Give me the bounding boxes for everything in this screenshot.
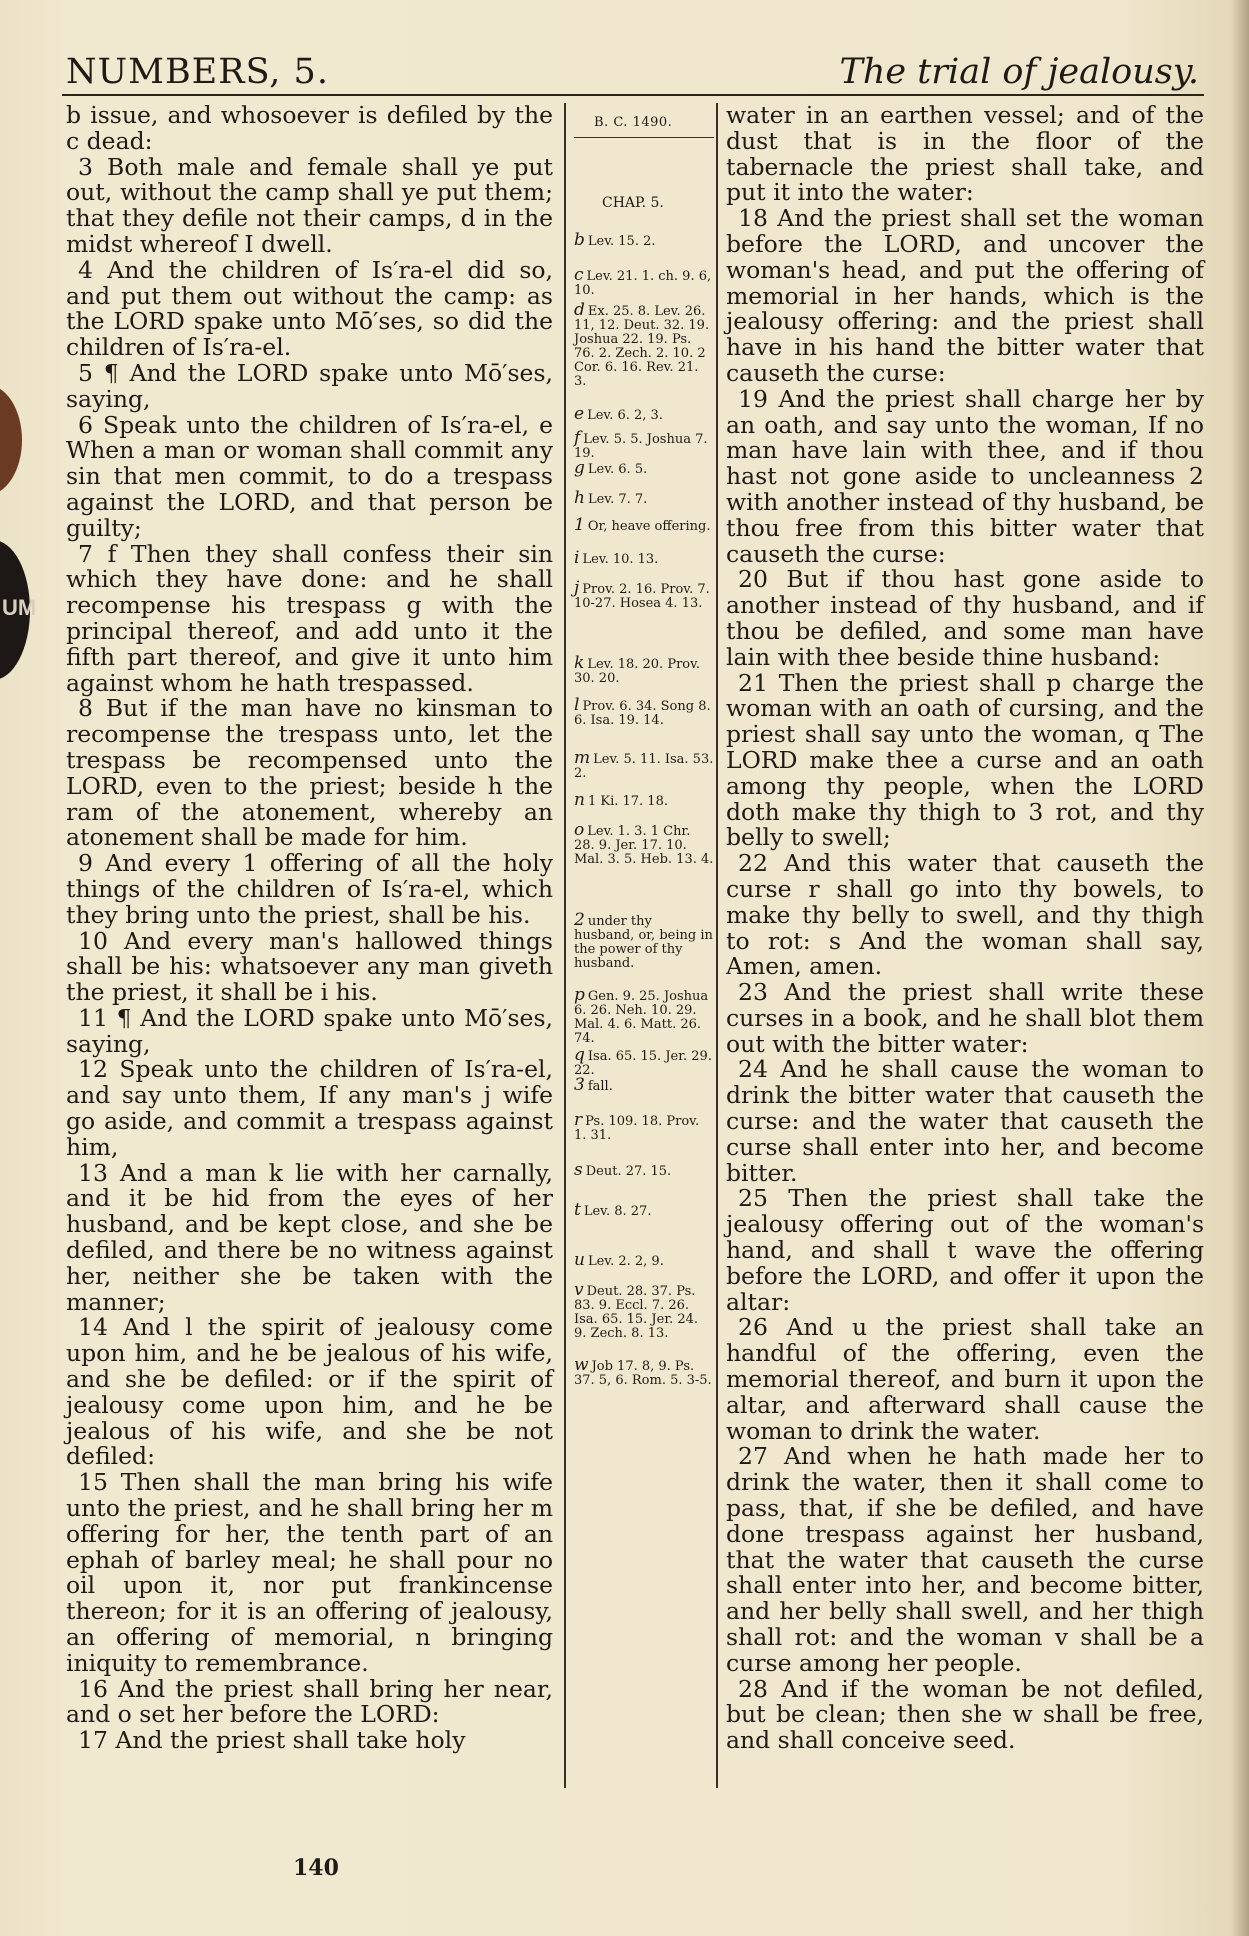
reference-note — [574, 653, 714, 686]
header-rule — [62, 94, 1204, 96]
reference-mark: q — [574, 1045, 585, 1065]
reference-note — [574, 1045, 714, 1078]
verse: 12 Speak unto the children of Is′ra-el, and say unto them, If any man's j wife go aside, and commit a trespass against him, — [66, 1055, 553, 1161]
verse: 25 Then the priest shall take the jealousy offering out of the woman's hand, and shall t wave the offering before the LORD, and offer it upon the altar: — [726, 1184, 1204, 1316]
reference-note — [574, 428, 714, 461]
verse: 27 And when he hath made her to drink the water, then it shall come to pass, that, if she be defiled, and have done trespass against her husband, that the water that causeth the curse shall enter into her, and become bitter, and her belly shall swell, and her thigh shall rot: and the woman v shall be a curse among her people. — [726, 1442, 1204, 1677]
reference-note — [574, 404, 714, 424]
reference-mark: 3 — [574, 1075, 585, 1095]
reference-text: 1 Ki. 17. 18. — [587, 794, 668, 809]
reference-note — [574, 1280, 714, 1341]
verse: 21 Then the priest shall p charge the woman with an oath of cursing, and the priest shall say unto the woman, q The LORD make thee a curse and an oath among thy people, when the LORD doth make thy thigh to 3 rot, and thy belly to swell; — [726, 668, 1204, 852]
reference-text: Deut. 27. 15. — [585, 1164, 672, 1179]
reference-mark: u — [574, 1250, 585, 1270]
reference-mark: m — [574, 748, 591, 768]
verse: 11 ¶ And the LORD spake unto Mō′ses, saying, — [66, 1003, 553, 1058]
verse: water in an earthen vessel; and of the dust that is in the floor of the tabernacle the priest shall take, and put it into the water: — [726, 101, 1204, 207]
verse: 16 And the priest shall bring her near, and o set her before the LORD: — [66, 1674, 553, 1729]
left-text-column — [66, 103, 553, 1754]
reference-text: Prov. 2. 16. Prov. 7. 10-27. Hosea 4. 13. — [574, 582, 710, 611]
verse: 18 And the priest shall set the woman before the LORD, and uncover the woman's head, and put the offering of memorial in her hands, which is the jealousy offering: and the priest shall have in his hand the bitter water that causeth the curse: — [726, 204, 1204, 387]
reference-text: under thy husband, or, being in the power of thy husband. — [574, 914, 713, 971]
reference-text: Lev. 6. 5. — [587, 462, 648, 477]
verse: 14 And l the spirit of jealousy come upon him, and he be jealous of his wife, and she be defiled: or if the spirit of jealousy come upon him, and he be jealous of his wife, and she be not defiled: — [66, 1313, 553, 1471]
reference-note — [574, 910, 714, 971]
reference-text: Lev. 15. 2. — [587, 234, 656, 249]
reference-note — [574, 985, 714, 1046]
thumb-tab-label: UM — [2, 595, 37, 620]
column-divider — [564, 103, 566, 1788]
reference-mark: t — [574, 1200, 581, 1220]
reference-note — [574, 1250, 714, 1270]
verse: 26 And u the priest shall take an handful of the offering, even the memorial thereof, and burn it upon the altar, and afterward shall cause the woman to drink the water. — [726, 1313, 1204, 1445]
reference-mark: s — [574, 1160, 583, 1180]
reference-text: Lev. 5. 5. Joshua 7. 19. — [574, 432, 708, 461]
chapter-label: CHAP. 5. — [602, 195, 664, 211]
reference-note — [574, 300, 714, 389]
reference-text: Lev. 8. 27. — [583, 1204, 652, 1219]
reference-text: Lev. 10. 13. — [582, 552, 659, 567]
reference-note — [574, 1200, 714, 1220]
thumb-index-tab — [0, 385, 22, 495]
verse: 4 And the children of Is′ra-el did so, and put them out without the camp: as the LORD spake unto Mō′ses, so did the children of Is′ra-el. — [66, 255, 553, 362]
reference-note — [574, 748, 714, 781]
right-text-column — [726, 103, 1204, 1754]
reference-text: Lev. 2. 2, 9. — [587, 1254, 664, 1269]
reference-note — [574, 548, 714, 568]
reference-text: Lev. 6. 2, 3. — [587, 408, 663, 423]
reference-text: Or, heave offering. — [587, 519, 711, 534]
verse: 19 And the priest shall charge her by an oath, and say unto the woman, If no man have lain with thee, and if thou hast not gone aside to uncleanness 2 with another instead of thy husband, be thou free from this bitter water that causeth the curse: — [726, 384, 1204, 568]
reference-text: Job 17. 8, 9. Ps. 37. 5, 6. Rom. 5. 3-5. — [574, 1359, 712, 1388]
reference-mark: 2 — [574, 910, 585, 930]
reference-note — [574, 790, 714, 810]
reference-note — [574, 578, 714, 611]
column-divider — [716, 103, 718, 1788]
reference-mark: h — [574, 488, 585, 508]
page-number: 140 — [293, 1855, 339, 1881]
verse: 13 And a man k lie with her carnally, and it be hid from the eyes of her husband, and be kept close, and she be defiled, and there be no witness against her, neither she be taken with the manner; — [66, 1158, 553, 1316]
reference-note — [574, 1355, 714, 1388]
page-edge-shadow — [1231, 0, 1249, 1936]
reference-note — [574, 1075, 714, 1095]
thumb-index-tab-numbers — [0, 540, 37, 680]
reference-mark: v — [574, 1280, 584, 1300]
verse: 17 And the priest shall take holy — [78, 1726, 466, 1755]
reference-mark: o — [574, 820, 585, 840]
verse: b issue, and whosoever is defiled by the c dead: — [66, 101, 553, 155]
reference-text: Prov. 6. 34. Song 8. 6. Isa. 19. 14. — [574, 699, 711, 728]
verse: 23 And the priest shall write these curses in a book, and he shall blot them out with the bitter water: — [726, 978, 1204, 1058]
reference-mark: l — [574, 695, 580, 715]
running-head-topic: The trial of jealousy. — [839, 52, 1199, 92]
verse: 7 f Then they shall confess their sin which they have done: and he shall recompense his trespass g with the principal thereof, and add unto it the fifth part thereof, and give it unto him against whom he hath trespassed. — [66, 539, 553, 697]
reference-mark: w — [574, 1355, 589, 1375]
reference-mark: i — [574, 548, 580, 568]
reference-text: Ex. 25. 8. Lev. 26. 11, 12. Deut. 32. 19. Joshua 22. 19. Ps. 76. 2. Zech. 2. 10. 2 Cor. 6. 16. Rev. 21. 3. — [574, 304, 710, 389]
reference-mark: k — [574, 653, 585, 673]
reference-mark: r — [574, 1110, 583, 1130]
verse: 20 But if thou hast gone aside to another instead of thy husband, and if thou be defiled, and some man have lain with thee beside thine husband: — [726, 565, 1204, 671]
reference-mark: j — [574, 578, 580, 598]
reference-text: Lev. 7. 7. — [587, 492, 648, 507]
era-date: B. C. 1490. — [594, 115, 673, 130]
verse: 5 ¶ And the LORD spake unto Mō′ses, saying, — [66, 358, 553, 413]
verse: 8 But if the man have no kinsman to recompense the trespass unto, let the trespass be recompensed unto the LORD, even to the priest; beside h the ram of the atonement, whereby an atonement shall be made for him. — [66, 694, 553, 852]
reference-note — [574, 458, 714, 478]
reference-note — [574, 265, 714, 298]
reference-text: fall. — [587, 1079, 613, 1094]
running-head-book: NUMBERS, 5. — [66, 52, 329, 92]
reference-note — [574, 515, 714, 535]
reference-note — [574, 488, 714, 508]
reference-mark: f — [574, 428, 581, 448]
verse: 24 And he shall cause the woman to drink the bitter water that causeth the curse: and the water that causeth the curse shall enter into her, and become bitter. — [726, 1055, 1204, 1187]
reference-mark: c — [574, 265, 584, 285]
reference-mark: d — [574, 300, 585, 320]
reference-note — [574, 230, 714, 250]
reference-mark: p — [574, 985, 585, 1005]
reference-text: Gen. 9. 25. Joshua 6. 26. Neh. 10. 29. Mal. 4. 6. Matt. 26. 74. — [574, 989, 709, 1046]
reference-text: Lev. 18. 20. Prov. 30. 20. — [574, 657, 701, 686]
era-rule — [574, 137, 714, 138]
verse: 10 And every man's hallowed things shall be his: whatsoever any man giveth the priest, it shall be i his. — [66, 926, 553, 1007]
reference-mark: n — [574, 790, 585, 810]
reference-text: Lev. 1. 3. 1 Chr. 28. 9. Jer. 17. 10. Mal. 3. 5. Heb. 13. 4. — [574, 824, 714, 867]
verse: 28 And if the woman be not defiled, but be clean; then she w shall be free, and shall conceive seed. — [726, 1674, 1204, 1755]
verse: 3 Both male and female shall ye put out, without the camp shall ye put them; that they defile not their camps, d in the midst whereof I dwell. — [66, 152, 553, 258]
reference-text: Lev. 21. 1. ch. 9. 6, 10. — [574, 269, 712, 298]
reference-text: Ps. 109. 18. Prov. 1. 31. — [574, 1114, 700, 1143]
verse: 15 Then shall the man bring his wife unto the priest, and he shall bring her m offering for her, the tenth part of an ephah of barley meal; he shall pour no oil upon it, nor put frankincense thereon; for it is an offering of jealousy, an offering of memorial, n bringing iniquity to remembrance. — [66, 1468, 553, 1677]
reference-text: Lev. 5. 11. Isa. 53. 2. — [574, 752, 714, 781]
reference-note — [574, 1160, 714, 1180]
verse: 9 And every 1 offering of all the holy things of the children of Is′ra-el, which they bring unto the priest, shall be his. — [66, 849, 553, 929]
reference-mark: e — [574, 404, 585, 424]
verse: 22 And this water that causeth the curse r shall go into thy bowels, to make thy belly to swell, and thy thigh to rot: s And the woman shall say, Amen, amen. — [726, 849, 1204, 981]
reference-note — [574, 695, 714, 728]
reference-mark: 1 — [574, 515, 585, 535]
reference-mark: g — [574, 458, 585, 478]
reference-mark: b — [574, 230, 585, 250]
verse: 6 Speak unto the children of Is′ra-el, e When a man or woman shall commit any sin that men commit, to do a trespass against the LORD, and that person be guilty; — [66, 410, 553, 542]
reference-text: Deut. 28. 37. Ps. 83. 9. Eccl. 7. 26. Isa. 65. 15. Jer. 24. 9. Zech. 8. 13. — [574, 1284, 699, 1341]
reference-text: Isa. 65. 15. Jer. 29. 22. — [574, 1049, 712, 1078]
reference-note — [574, 820, 714, 867]
reference-note — [574, 1110, 714, 1143]
